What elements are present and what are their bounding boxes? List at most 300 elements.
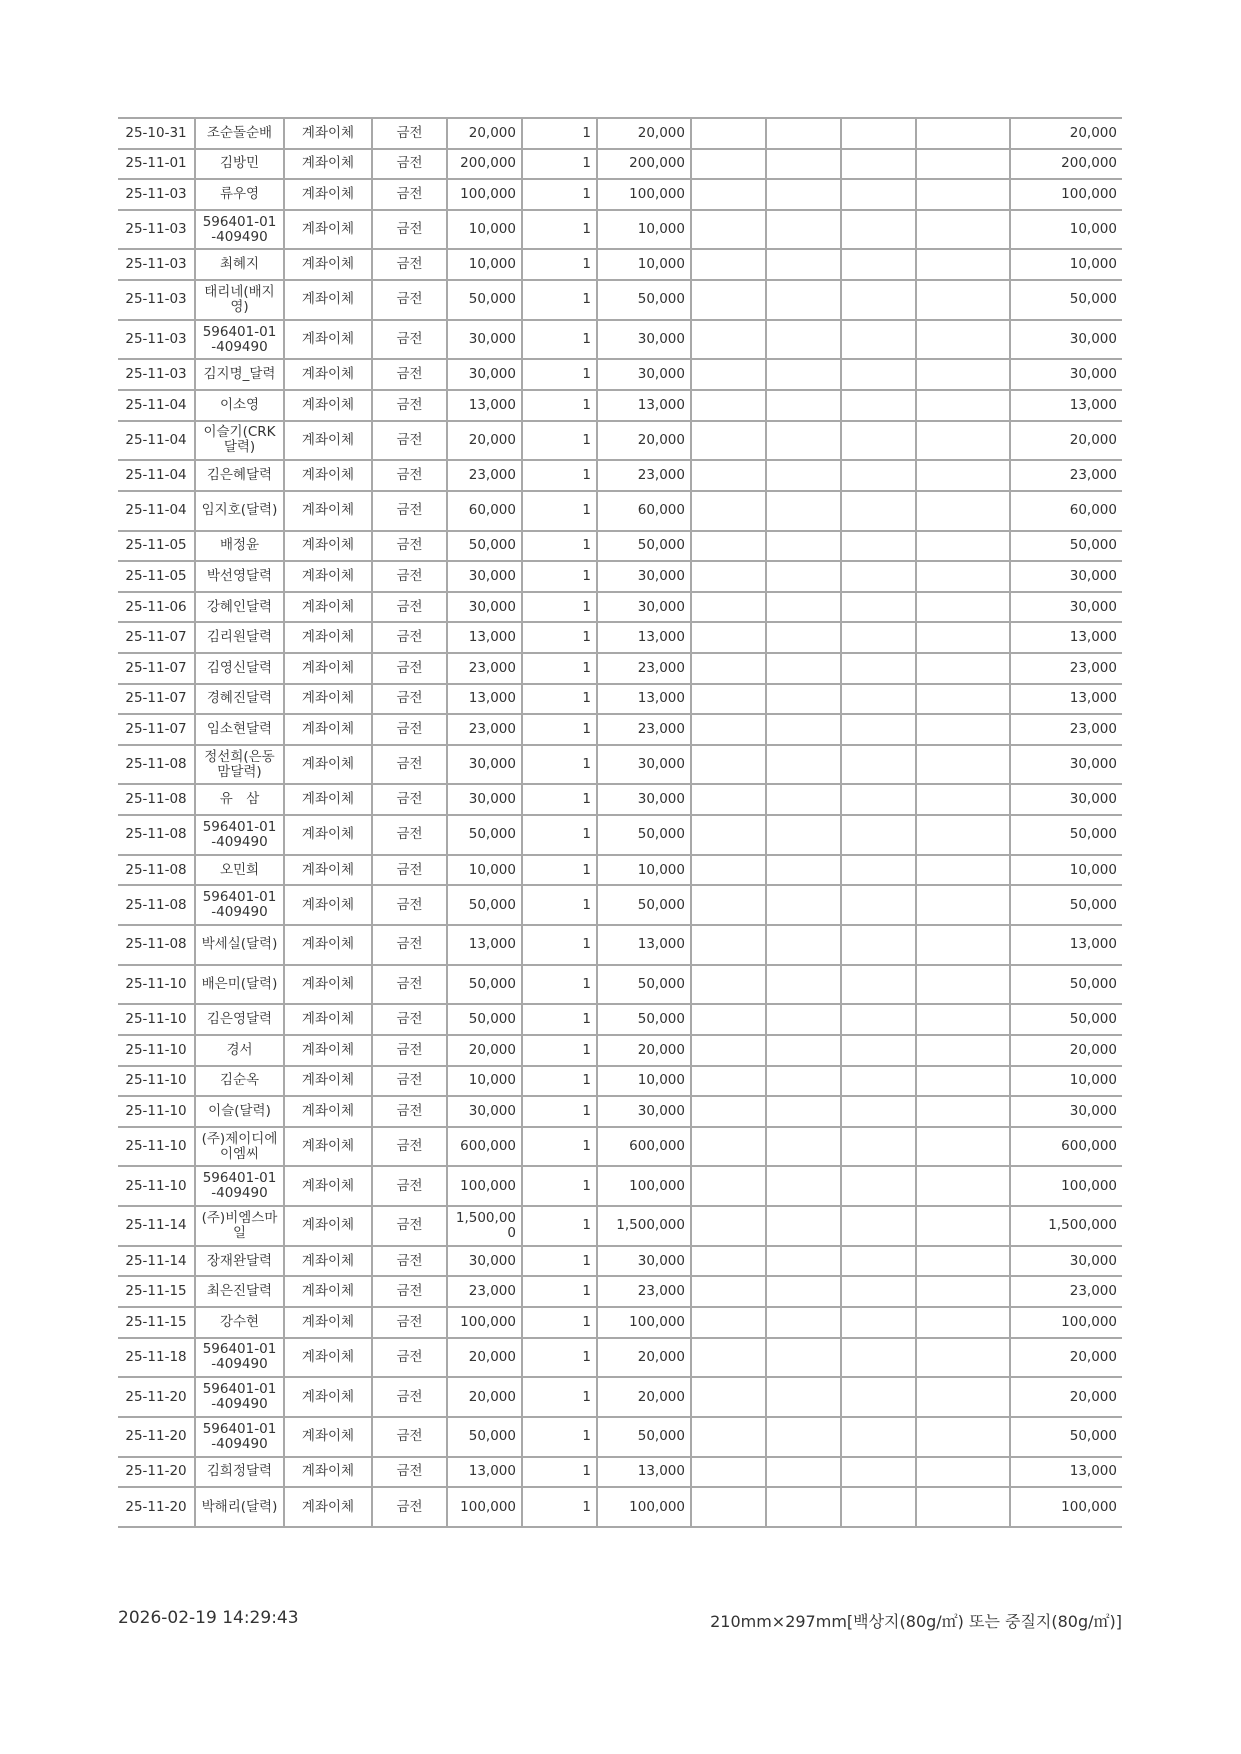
date-cell: 25-11-08 <box>118 745 195 785</box>
payment-method-cell: 계좌이체 <box>284 118 372 149</box>
empty-cell <box>916 390 1010 421</box>
empty-cell <box>841 320 916 360</box>
unit-price-cell: 10,000 <box>447 1066 522 1097</box>
unit-price-cell: 30,000 <box>447 745 522 785</box>
table-row <box>118 885 1122 925</box>
amount-cell: 30,000 <box>597 1246 691 1277</box>
date-cell: 25-11-03 <box>118 210 195 250</box>
quantity-cell: 1 <box>522 622 597 653</box>
payment-method-cell: 계좌이체 <box>284 531 372 562</box>
payment-method-cell: 계좌이체 <box>284 1096 372 1127</box>
amount-cell: 50,000 <box>597 280 691 320</box>
empty-cell <box>841 1377 916 1417</box>
quantity-cell: 1 <box>522 179 597 210</box>
amount-cell: 30,000 <box>597 561 691 592</box>
empty-cell <box>691 1417 766 1457</box>
table-row <box>118 118 1122 149</box>
empty-cell <box>916 1127 1010 1167</box>
amount-cell: 13,000 <box>597 1457 691 1488</box>
empty-cell <box>766 1206 841 1246</box>
donor-name-cell: (주)비엠스마일 <box>195 1206 284 1246</box>
paper-spec: 210mm×297mm[백상지(80g/㎡) 또는 중질지(80g/㎡)] <box>710 1612 1122 1631</box>
quantity-cell: 1 <box>522 1206 597 1246</box>
total-cell: 10,000 <box>1010 249 1122 280</box>
date-cell: 25-11-03 <box>118 280 195 320</box>
amount-cell: 20,000 <box>597 118 691 149</box>
unit-price-cell: 30,000 <box>447 1246 522 1277</box>
empty-cell <box>841 491 916 531</box>
payment-method-cell: 계좌이체 <box>284 784 372 815</box>
amount-cell: 50,000 <box>597 1417 691 1457</box>
donation-type-cell: 금전 <box>372 965 447 1005</box>
payment-method-cell: 계좌이체 <box>284 1276 372 1307</box>
donor-name-cell: 배정윤 <box>195 531 284 562</box>
total-cell: 30,000 <box>1010 1096 1122 1127</box>
empty-cell <box>841 784 916 815</box>
quantity-cell: 1 <box>522 653 597 684</box>
payment-method-cell: 계좌이체 <box>284 421 372 461</box>
amount-cell: 100,000 <box>597 1307 691 1338</box>
empty-cell <box>916 745 1010 785</box>
donation-type-cell: 금전 <box>372 390 447 421</box>
total-cell: 30,000 <box>1010 592 1122 623</box>
empty-cell <box>691 280 766 320</box>
donor-name-cell: 경서 <box>195 1035 284 1066</box>
payment-method-cell: 계좌이체 <box>284 460 372 491</box>
donation-type-cell: 금전 <box>372 1206 447 1246</box>
unit-price-cell: 20,000 <box>447 1377 522 1417</box>
empty-cell <box>916 359 1010 390</box>
empty-cell <box>766 784 841 815</box>
empty-cell <box>841 1276 916 1307</box>
empty-cell <box>841 885 916 925</box>
payment-method-cell: 계좌이체 <box>284 1066 372 1097</box>
empty-cell <box>841 745 916 785</box>
quantity-cell: 1 <box>522 561 597 592</box>
quantity-cell: 1 <box>522 421 597 461</box>
empty-cell <box>916 684 1010 715</box>
empty-cell <box>691 1127 766 1167</box>
donor-name-cell: 596401-01-409490 <box>195 1166 284 1206</box>
total-cell: 13,000 <box>1010 925 1122 965</box>
total-cell: 30,000 <box>1010 784 1122 815</box>
quantity-cell: 1 <box>522 460 597 491</box>
quantity-cell: 1 <box>522 714 597 745</box>
date-cell: 25-11-03 <box>118 320 195 360</box>
empty-cell <box>691 1307 766 1338</box>
donation-type-cell: 금전 <box>372 1276 447 1307</box>
donor-name-cell: 596401-01-409490 <box>195 210 284 250</box>
amount-cell: 20,000 <box>597 1035 691 1066</box>
empty-cell <box>841 1127 916 1167</box>
date-cell: 25-11-15 <box>118 1307 195 1338</box>
donation-type-cell: 금전 <box>372 925 447 965</box>
unit-price-cell: 50,000 <box>447 885 522 925</box>
table-row <box>118 320 1122 360</box>
table-row <box>118 622 1122 653</box>
total-cell: 30,000 <box>1010 1246 1122 1277</box>
quantity-cell: 1 <box>522 1066 597 1097</box>
unit-price-cell: 600,000 <box>447 1127 522 1167</box>
total-cell: 50,000 <box>1010 1004 1122 1035</box>
empty-cell <box>766 653 841 684</box>
payment-method-cell: 계좌이체 <box>284 359 372 390</box>
empty-cell <box>916 118 1010 149</box>
date-cell: 25-11-08 <box>118 784 195 815</box>
total-cell: 20,000 <box>1010 1035 1122 1066</box>
unit-price-cell: 30,000 <box>447 1096 522 1127</box>
empty-cell <box>841 1487 916 1527</box>
quantity-cell: 1 <box>522 118 597 149</box>
donation-type-cell: 금전 <box>372 1377 447 1417</box>
donation-type-cell: 금전 <box>372 1307 447 1338</box>
donor-name-cell: 조순돌순배 <box>195 118 284 149</box>
date-cell: 25-11-10 <box>118 1004 195 1035</box>
date-cell: 25-11-10 <box>118 1127 195 1167</box>
empty-cell <box>766 280 841 320</box>
table-row <box>118 1338 1122 1378</box>
empty-cell <box>691 1377 766 1417</box>
amount-cell: 20,000 <box>597 1338 691 1378</box>
donor-name-cell: 최은진달력 <box>195 1276 284 1307</box>
unit-price-cell: 50,000 <box>447 1004 522 1035</box>
donor-name-cell: 류우영 <box>195 179 284 210</box>
empty-cell <box>841 815 916 855</box>
amount-cell: 13,000 <box>597 390 691 421</box>
amount-cell: 23,000 <box>597 714 691 745</box>
empty-cell <box>766 815 841 855</box>
donation-type-cell: 금전 <box>372 280 447 320</box>
empty-cell <box>841 1246 916 1277</box>
unit-price-cell: 30,000 <box>447 592 522 623</box>
empty-cell <box>766 622 841 653</box>
date-cell: 25-11-08 <box>118 855 195 886</box>
amount-cell: 600,000 <box>597 1127 691 1167</box>
donation-type-cell: 금전 <box>372 1004 447 1035</box>
empty-cell <box>766 1004 841 1035</box>
donor-name-cell: 김방민 <box>195 149 284 180</box>
empty-cell <box>691 179 766 210</box>
donor-name-cell: 박선영달력 <box>195 561 284 592</box>
donor-name-cell: 강수현 <box>195 1307 284 1338</box>
empty-cell <box>841 1307 916 1338</box>
total-cell: 100,000 <box>1010 1166 1122 1206</box>
quantity-cell: 1 <box>522 1276 597 1307</box>
donor-name-cell: 태리네(배지영) <box>195 280 284 320</box>
amount-cell: 50,000 <box>597 531 691 562</box>
empty-cell <box>916 965 1010 1005</box>
table-row <box>118 1487 1122 1527</box>
date-cell: 25-11-18 <box>118 1338 195 1378</box>
donation-type-cell: 금전 <box>372 885 447 925</box>
donor-name-cell: 박세실(달력) <box>195 925 284 965</box>
amount-cell: 30,000 <box>597 745 691 785</box>
amount-cell: 30,000 <box>597 359 691 390</box>
table-row <box>118 1035 1122 1066</box>
empty-cell <box>691 491 766 531</box>
amount-cell: 20,000 <box>597 421 691 461</box>
total-cell: 23,000 <box>1010 460 1122 491</box>
empty-cell <box>691 885 766 925</box>
total-cell: 20,000 <box>1010 1377 1122 1417</box>
date-cell: 25-11-07 <box>118 684 195 715</box>
table-row <box>118 1206 1122 1246</box>
date-cell: 25-11-07 <box>118 714 195 745</box>
total-cell: 23,000 <box>1010 653 1122 684</box>
payment-method-cell: 계좌이체 <box>284 1127 372 1167</box>
total-cell: 30,000 <box>1010 561 1122 592</box>
donation-type-cell: 금전 <box>372 1035 447 1066</box>
table-row <box>118 653 1122 684</box>
unit-price-cell: 50,000 <box>447 965 522 1005</box>
amount-cell: 23,000 <box>597 653 691 684</box>
total-cell: 13,000 <box>1010 684 1122 715</box>
donor-name-cell: 정선희(은동맘달력) <box>195 745 284 785</box>
donation-type-cell: 금전 <box>372 745 447 785</box>
date-cell: 25-11-10 <box>118 1096 195 1127</box>
empty-cell <box>766 1127 841 1167</box>
date-cell: 25-11-20 <box>118 1377 195 1417</box>
date-cell: 25-11-20 <box>118 1487 195 1527</box>
donation-type-cell: 금전 <box>372 491 447 531</box>
unit-price-cell: 1,500,000 <box>447 1206 522 1246</box>
donation-type-cell: 금전 <box>372 592 447 623</box>
total-cell: 50,000 <box>1010 885 1122 925</box>
amount-cell: 50,000 <box>597 885 691 925</box>
donation-type-cell: 금전 <box>372 855 447 886</box>
donation-type-cell: 금전 <box>372 149 447 180</box>
unit-price-cell: 200,000 <box>447 149 522 180</box>
quantity-cell: 1 <box>522 745 597 785</box>
unit-price-cell: 13,000 <box>447 622 522 653</box>
payment-method-cell: 계좌이체 <box>284 885 372 925</box>
table-row <box>118 684 1122 715</box>
donation-type-cell: 금전 <box>372 784 447 815</box>
unit-price-cell: 20,000 <box>447 1338 522 1378</box>
quantity-cell: 1 <box>522 815 597 855</box>
total-cell: 20,000 <box>1010 118 1122 149</box>
payment-method-cell: 계좌이체 <box>284 1206 372 1246</box>
payment-method-cell: 계좌이체 <box>284 1004 372 1035</box>
empty-cell <box>766 1487 841 1527</box>
donation-type-cell: 금전 <box>372 714 447 745</box>
empty-cell <box>916 925 1010 965</box>
quantity-cell: 1 <box>522 1377 597 1417</box>
unit-price-cell: 23,000 <box>447 714 522 745</box>
table-row <box>118 210 1122 250</box>
date-cell: 25-11-20 <box>118 1457 195 1488</box>
empty-cell <box>916 1096 1010 1127</box>
amount-cell: 100,000 <box>597 1487 691 1527</box>
empty-cell <box>841 1457 916 1488</box>
empty-cell <box>691 421 766 461</box>
total-cell: 13,000 <box>1010 1457 1122 1488</box>
empty-cell <box>916 491 1010 531</box>
table-row <box>118 925 1122 965</box>
quantity-cell: 1 <box>522 784 597 815</box>
donor-name-cell: 최혜지 <box>195 249 284 280</box>
total-cell: 10,000 <box>1010 210 1122 250</box>
empty-cell <box>691 1035 766 1066</box>
empty-cell <box>691 1004 766 1035</box>
table-row <box>118 714 1122 745</box>
empty-cell <box>691 1166 766 1206</box>
empty-cell <box>916 1457 1010 1488</box>
unit-price-cell: 100,000 <box>447 1487 522 1527</box>
donation-type-cell: 금전 <box>372 249 447 280</box>
amount-cell: 50,000 <box>597 815 691 855</box>
payment-method-cell: 계좌이체 <box>284 1417 372 1457</box>
date-cell: 25-11-20 <box>118 1417 195 1457</box>
date-cell: 25-11-04 <box>118 491 195 531</box>
empty-cell <box>766 745 841 785</box>
empty-cell <box>691 622 766 653</box>
empty-cell <box>841 1066 916 1097</box>
donation-type-cell: 금전 <box>372 359 447 390</box>
empty-cell <box>691 1096 766 1127</box>
empty-cell <box>841 249 916 280</box>
quantity-cell: 1 <box>522 210 597 250</box>
total-cell: 100,000 <box>1010 1487 1122 1527</box>
date-cell: 25-11-04 <box>118 421 195 461</box>
empty-cell <box>766 1066 841 1097</box>
empty-cell <box>766 1035 841 1066</box>
table-row <box>118 390 1122 421</box>
empty-cell <box>691 149 766 180</box>
payment-method-cell: 계좌이체 <box>284 1487 372 1527</box>
amount-cell: 50,000 <box>597 1004 691 1035</box>
date-cell: 25-11-10 <box>118 1166 195 1206</box>
empty-cell <box>766 855 841 886</box>
unit-price-cell: 30,000 <box>447 784 522 815</box>
total-cell: 200,000 <box>1010 149 1122 180</box>
amount-cell: 100,000 <box>597 1166 691 1206</box>
quantity-cell: 1 <box>522 965 597 1005</box>
unit-price-cell: 100,000 <box>447 179 522 210</box>
date-cell: 25-11-10 <box>118 1035 195 1066</box>
table-row <box>118 1166 1122 1206</box>
empty-cell <box>691 745 766 785</box>
empty-cell <box>841 684 916 715</box>
payment-method-cell: 계좌이체 <box>284 925 372 965</box>
amount-cell: 23,000 <box>597 1276 691 1307</box>
donation-type-cell: 금전 <box>372 1417 447 1457</box>
empty-cell <box>916 1307 1010 1338</box>
date-cell: 25-11-04 <box>118 390 195 421</box>
donor-name-cell: 이슬(달력) <box>195 1096 284 1127</box>
quantity-cell: 1 <box>522 149 597 180</box>
amount-cell: 13,000 <box>597 622 691 653</box>
unit-price-cell: 30,000 <box>447 320 522 360</box>
empty-cell <box>916 592 1010 623</box>
payment-method-cell: 계좌이체 <box>284 745 372 785</box>
payment-method-cell: 계좌이체 <box>284 714 372 745</box>
table-row <box>118 421 1122 461</box>
donor-name-cell: 유 삼 <box>195 784 284 815</box>
empty-cell <box>766 118 841 149</box>
amount-cell: 1,500,000 <box>597 1206 691 1246</box>
empty-cell <box>916 815 1010 855</box>
empty-cell <box>691 592 766 623</box>
table-row <box>118 784 1122 815</box>
donor-name-cell: (주)제이디에이엠씨 <box>195 1127 284 1167</box>
empty-cell <box>916 1206 1010 1246</box>
amount-cell: 23,000 <box>597 460 691 491</box>
empty-cell <box>916 320 1010 360</box>
quantity-cell: 1 <box>522 531 597 562</box>
empty-cell <box>691 1206 766 1246</box>
empty-cell <box>691 1457 766 1488</box>
amount-cell: 30,000 <box>597 592 691 623</box>
empty-cell <box>691 714 766 745</box>
empty-cell <box>841 460 916 491</box>
donation-type-cell: 금전 <box>372 1246 447 1277</box>
empty-cell <box>766 210 841 250</box>
empty-cell <box>691 1276 766 1307</box>
empty-cell <box>691 359 766 390</box>
donor-name-cell: 596401-01-409490 <box>195 320 284 360</box>
date-cell: 25-11-07 <box>118 653 195 684</box>
amount-cell: 10,000 <box>597 855 691 886</box>
quantity-cell: 1 <box>522 1246 597 1277</box>
total-cell: 23,000 <box>1010 714 1122 745</box>
table-row <box>118 1246 1122 1277</box>
payment-method-cell: 계좌이체 <box>284 320 372 360</box>
empty-cell <box>691 1066 766 1097</box>
total-cell: 30,000 <box>1010 359 1122 390</box>
donor-name-cell: 박해리(달력) <box>195 1487 284 1527</box>
quantity-cell: 1 <box>522 280 597 320</box>
total-cell: 30,000 <box>1010 745 1122 785</box>
payment-method-cell: 계좌이체 <box>284 592 372 623</box>
empty-cell <box>691 561 766 592</box>
empty-cell <box>841 714 916 745</box>
empty-cell <box>766 1246 841 1277</box>
quantity-cell: 1 <box>522 1035 597 1066</box>
empty-cell <box>916 1276 1010 1307</box>
total-cell: 30,000 <box>1010 320 1122 360</box>
empty-cell <box>916 149 1010 180</box>
empty-cell <box>841 965 916 1005</box>
total-cell: 100,000 <box>1010 179 1122 210</box>
donation-type-cell: 금전 <box>372 653 447 684</box>
donor-name-cell: 김순옥 <box>195 1066 284 1097</box>
payment-method-cell: 계좌이체 <box>284 1307 372 1338</box>
donor-name-cell: 김은영달력 <box>195 1004 284 1035</box>
donation-type-cell: 금전 <box>372 815 447 855</box>
empty-cell <box>691 320 766 360</box>
unit-price-cell: 20,000 <box>447 1035 522 1066</box>
donation-type-cell: 금전 <box>372 561 447 592</box>
payment-method-cell: 계좌이체 <box>284 249 372 280</box>
empty-cell <box>691 210 766 250</box>
payment-method-cell: 계좌이체 <box>284 210 372 250</box>
unit-price-cell: 13,000 <box>447 390 522 421</box>
total-cell: 50,000 <box>1010 1417 1122 1457</box>
date-cell: 25-11-08 <box>118 925 195 965</box>
unit-price-cell: 10,000 <box>447 855 522 886</box>
amount-cell: 30,000 <box>597 320 691 360</box>
empty-cell <box>691 531 766 562</box>
table-row <box>118 1127 1122 1167</box>
date-cell: 25-11-15 <box>118 1276 195 1307</box>
empty-cell <box>916 622 1010 653</box>
donation-type-cell: 금전 <box>372 179 447 210</box>
total-cell: 50,000 <box>1010 531 1122 562</box>
table-row <box>118 815 1122 855</box>
donor-name-cell: 장재완달력 <box>195 1246 284 1277</box>
empty-cell <box>841 179 916 210</box>
